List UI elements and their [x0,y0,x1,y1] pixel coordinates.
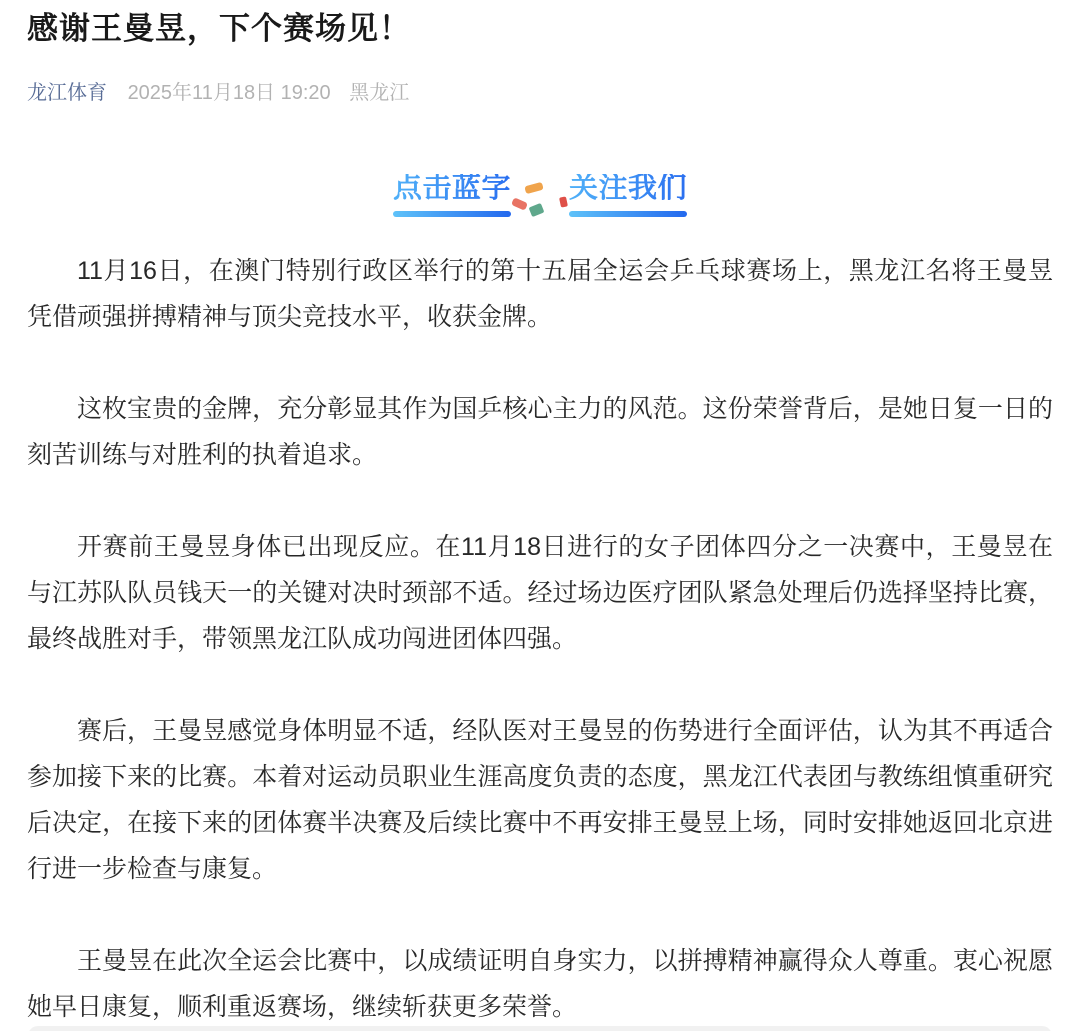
article-paragraph: 开赛前王曼昱身体已出现反应。在11月18日进行的女子团体四分之一决赛中，王曼昱在与江苏队队员钱天一的关键对决时颈部不适。经过场边医疗团队紧急处理后仍选择坚持比赛，最终战胜对手，带领黑龙江队成功闯进团体四强。 [27,533,1053,653]
account-name-link[interactable]: 龙江体育 [27,82,107,104]
follow-us-label[interactable]: 关注我们 [569,172,688,204]
click-blue-text-underline [393,211,511,217]
click-blue-text-block[interactable] [393,174,511,217]
article-title: 感谢王曼昱，下个赛场见！ [27,11,411,46]
confetti-icon [511,174,569,218]
follow-us-block[interactable] [569,174,687,217]
publish-location: 黑龙江 [349,82,410,104]
confetti-piece-red-icon [559,196,568,207]
confetti-piece-green-icon [529,203,545,217]
follow-banner[interactable] [27,174,1053,218]
publish-date: 2025年11月18日 19:20 [127,82,331,104]
follow-us-underline [569,211,687,217]
confetti-piece-salmon-icon [511,197,528,210]
article-paragraph: 11月16日，在澳门特别行政区举行的第十五届全运会乒乓球赛场上，黑龙江名将王曼昱凭借顽强拼搏精神与顶尖竞技水平，收获金牌。 [27,257,1053,331]
article-paragraph: 王曼昱在此次全运会比赛中，以成绩证明自身实力，以拼搏精神赢得众人尊重。衷心祝愿她早日康复，顺利重返赛场，继续斩获更多荣誉。 [27,947,1053,1021]
confetti-piece-orange-icon [524,182,543,194]
next-content-block-edge [28,1026,1052,1031]
article-paragraph: 赛后，王曼昱感觉身体明显不适，经队医对王曼昱的伤势进行全面评估，认为其不再适合参加接下来的比赛。本着对运动员职业生涯高度负责的态度，黑龙江代表团与教练组慎重研究后决定，在接下来的团体赛半决赛及后续比赛中不再安排王曼昱上场，同时安排她返回北京进行进一步检查与康复。 [27,717,1053,883]
article-meta [27,79,1053,107]
click-blue-text-label[interactable]: 点击蓝字 [392,172,511,204]
article-body [27,248,1053,1030]
article-paragraph: 这枚宝贵的金牌，充分彰显其作为国乒核心主力的风范。这份荣誉背后，是她日复一日的刻苦训练与对胜利的执着追求。 [27,395,1053,469]
